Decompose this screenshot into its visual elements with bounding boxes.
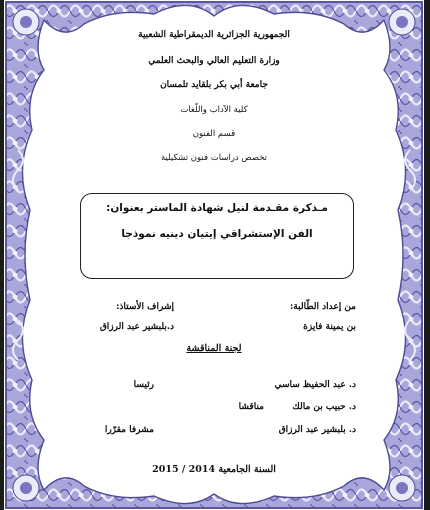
specialty-name: تخصص دراسات فنون تشكيلية <box>160 153 268 163</box>
university-name: جامعة أبي بكر بلقايد تلمسان <box>160 80 268 90</box>
thesis-title-line-2: الفن الإستشراقي إيتيان دينيه نموذجا <box>121 228 313 240</box>
faculty-name: كلية الآداب واللّغات <box>180 105 248 115</box>
department-name: قسم الفنون <box>192 129 236 139</box>
committee-member-role: مشرفا مقرّرا <box>104 425 154 435</box>
supervision-label: إشراف الأستاذ: <box>116 302 174 312</box>
republic-name: الجمهورية الجزائرية الديمقراطية الشعبية <box>138 30 290 40</box>
supervisor-name: د.بلبشير عبد الرزاق <box>99 322 174 332</box>
cover-page <box>4 0 424 510</box>
prepared-by-label: من إعداد الطّالبة: <box>289 302 356 312</box>
committee-title: لجنة المناقشة <box>186 343 242 354</box>
committee-member-name: د. عبد الحفيظ ساسي <box>274 380 356 390</box>
thesis-title-box <box>80 193 354 279</box>
academic-year: السنة الجامعية 2014 / 2015 <box>152 464 276 475</box>
committee-member-role: مناقشا <box>238 402 264 412</box>
committee-member-name: د. بلبشير عبد الرزاق <box>278 425 356 435</box>
committee-member-role: رئيسا <box>133 380 154 390</box>
thesis-title-line-1: مـذكرة مقـدمة لنيل شهادة الماستر بعنوان: <box>106 202 328 214</box>
student-name: بن يمينة فايزة <box>303 322 356 332</box>
ministry-name: وزارة التعليم العالي والبحث العلمي <box>148 56 280 66</box>
committee-member-name: د. حبيب بن مالك <box>292 402 356 412</box>
